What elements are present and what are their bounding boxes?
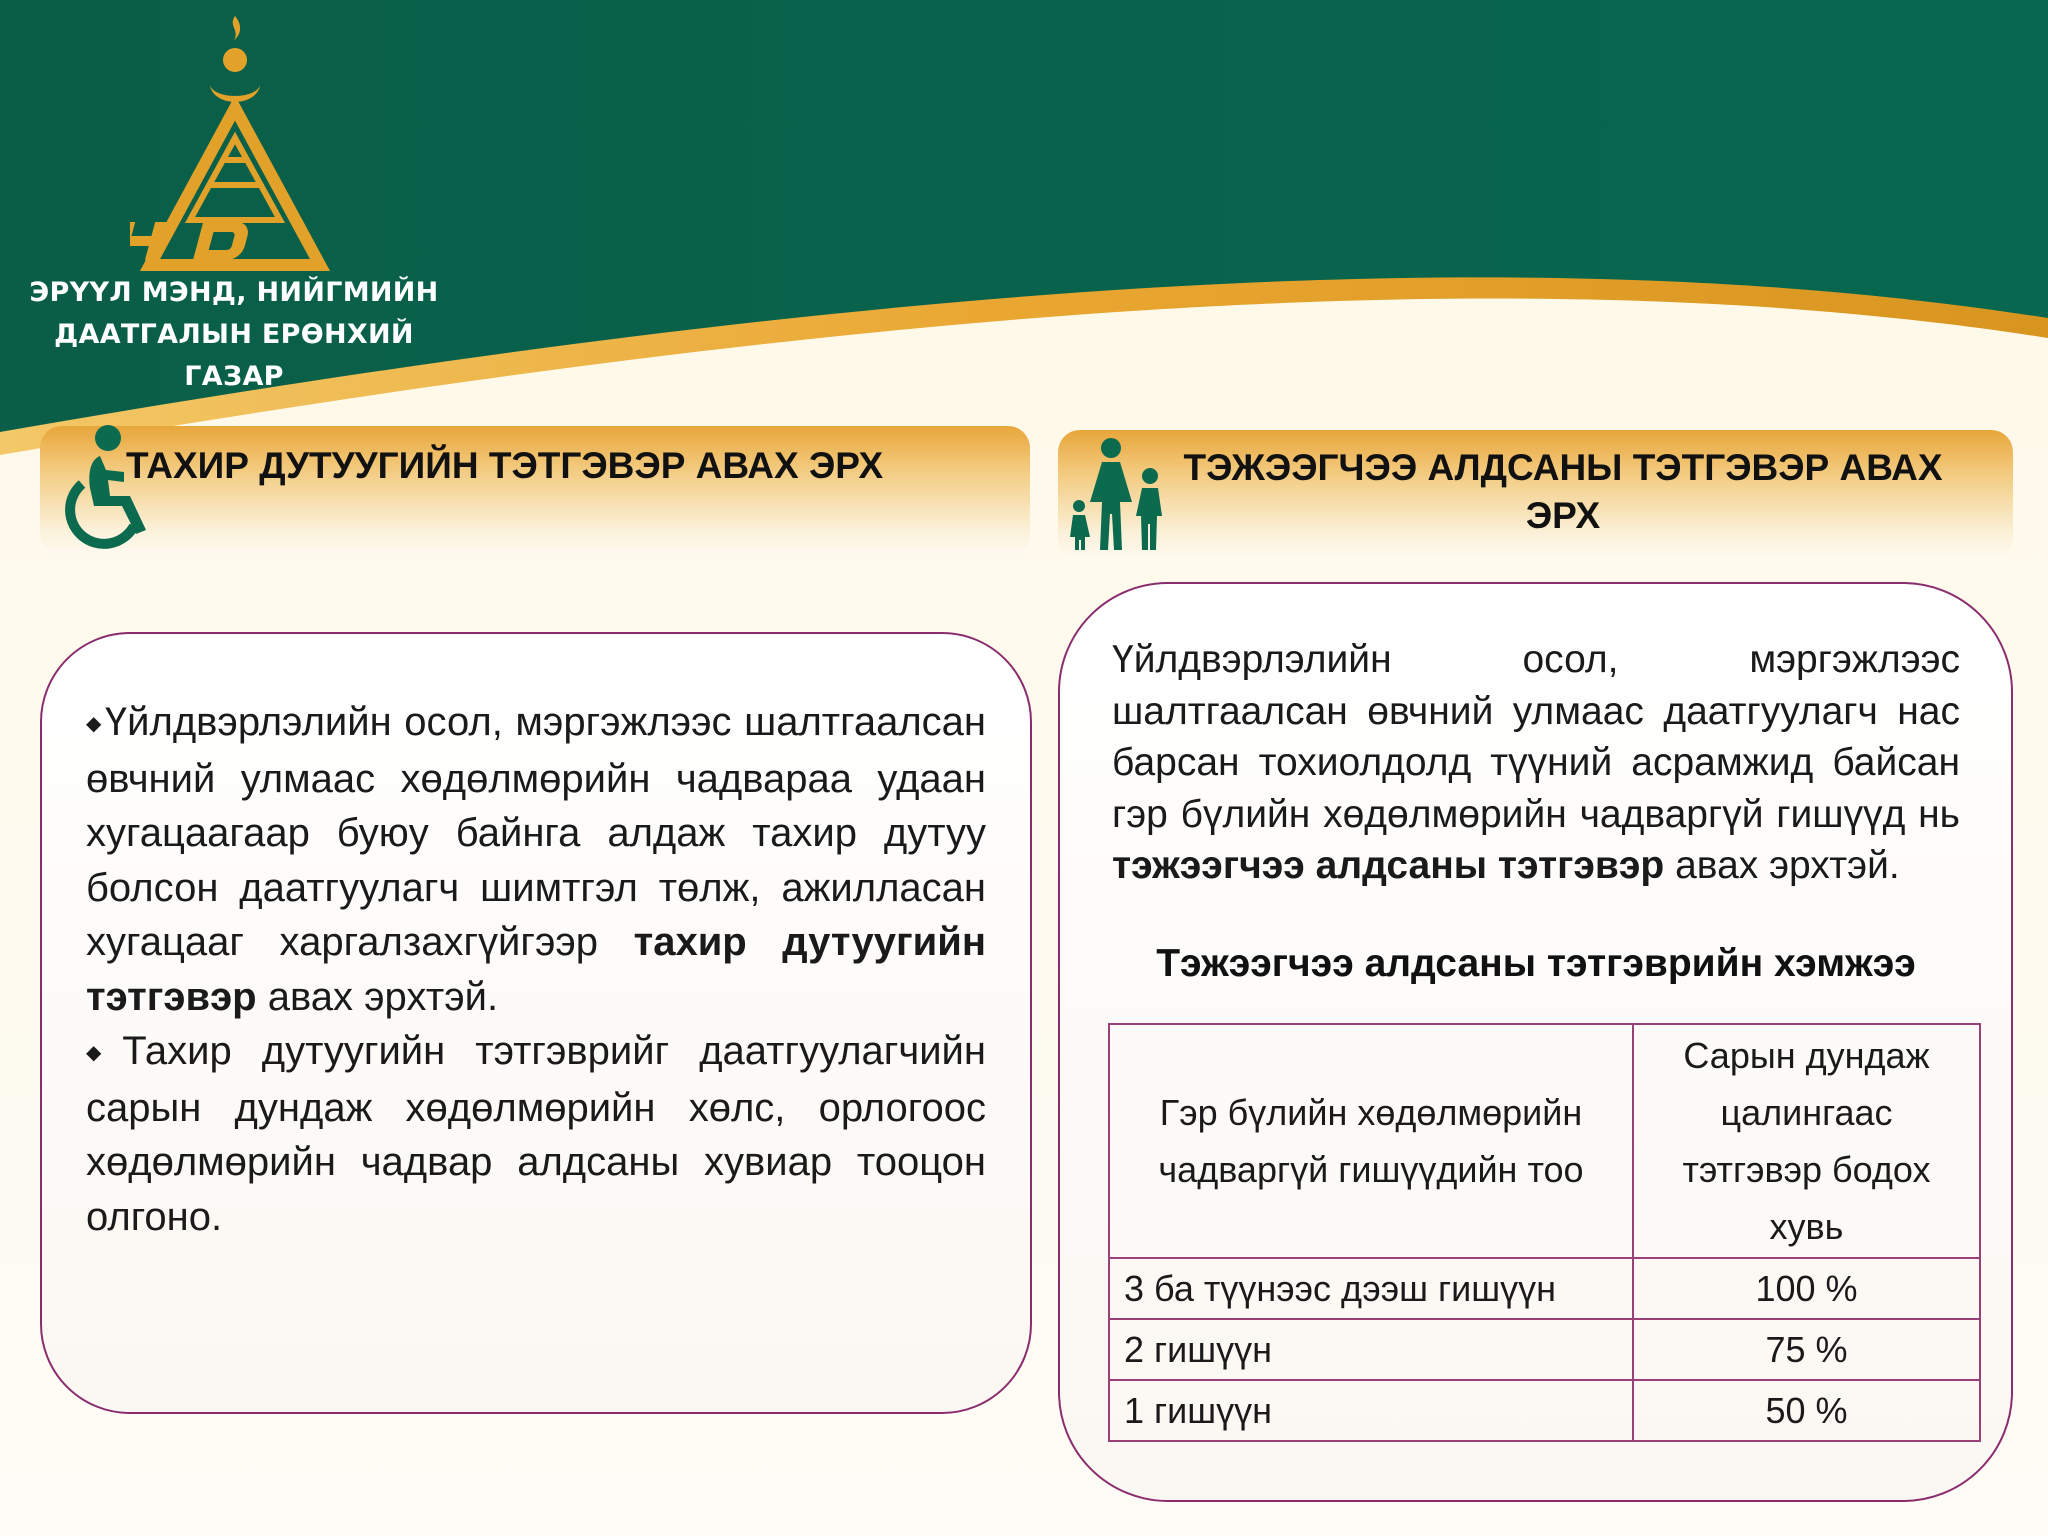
survivor-pension-banner <box>1058 430 2013 560</box>
survivor-pension-title: ТЭЖЭЭГЧЭЭ АЛДСАНЫ ТЭТГЭВЭР АВАХ ЭРХ <box>1183 447 1943 536</box>
survivor-pension-table-title: Тэжээгчээ алдсаны тэтгэврийн хэмжээ <box>1156 942 1916 985</box>
table-header-row <box>1109 1024 1980 1258</box>
table-row <box>1109 1319 1980 1380</box>
disability-pension-paragraph-1 <box>86 695 986 1024</box>
right-para-end: авах эрхтэй. <box>1675 844 1900 887</box>
survivor-pension-text <box>1112 634 1960 892</box>
para1-text: Үйлдвэрлэлийн осол, мэргэжлээс шалтгаалсан өвчний улмаас хөдөлмөрийн чадвараа удаан хугацаагаар буюу байнга алдаж тахир дутуу болсон даатгуулагч шимтгэл төлж, ажилласан хугацааг харгалзахгүйгээр <box>86 700 986 965</box>
organization-name <box>14 272 454 398</box>
wheelchair-icon <box>40 422 150 552</box>
table-cell-percent: 75 % <box>1633 1319 1980 1380</box>
table-cell-percent: 100 % <box>1633 1258 1980 1319</box>
diamond-bullet-icon: ◆ <box>86 713 103 736</box>
organization-name-line2: ДААТГАЛЫН ЕРӨНХИЙ ГАЗАР <box>54 319 414 392</box>
table-header-percent: Сарын дундаж цалингаас тэтгэвэр бодох хувь <box>1633 1024 1980 1258</box>
para1-end: авах эрхтэй. <box>267 974 499 1019</box>
table-cell-members: 2 гишүүн <box>1109 1319 1633 1380</box>
para1-bold: тахир дутуугийн тэтгэвэр <box>86 920 986 1019</box>
table-cell-percent: 50 % <box>1633 1380 1980 1441</box>
organization-name-line1: ЭРҮҮЛ МЭНД, НИЙГМИЙН <box>29 277 439 308</box>
survivor-pension-rates-table <box>1108 1023 1981 1442</box>
organization-logo <box>130 10 340 280</box>
disability-pension-paragraph-2 <box>86 1024 986 1244</box>
diamond-bullet-icon: ◆ <box>86 1042 121 1065</box>
family-icon <box>1064 436 1176 556</box>
right-para-bold: тэжээгчээ алдсаны тэтгэвэр <box>1112 844 1665 887</box>
table-cell-members: 1 гишүүн <box>1109 1380 1633 1441</box>
table-row <box>1109 1380 1980 1441</box>
disability-pension-banner <box>40 426 1030 556</box>
table-cell-members: 3 ба түүнээс дээш гишүүн <box>1109 1258 1633 1319</box>
para2-text: Тахир дутуугийн тэтгэврийг даатгуулагчийн сарын дундаж хөдөлмөрийн хөлс, орлогоос хөдөлмөрийн чадвар алдсаны хувиар тооцон олгоно. <box>86 1029 986 1239</box>
right-para-text: Үйлдвэрлэлийн осол, мэргэжлээс шалтгаалсан өвчний улмаас даатгуулагч нас барсан тохиолдолд түүний асрамжид байсан гэр бүлийн хөдөлмөрийн чадваргүй гишүүд нь <box>1112 638 1960 836</box>
disability-pension-title: ТАХИР ДУТУУГИЙН ТЭТГЭВЭР АВАХ ЭРХ <box>126 445 884 486</box>
table-row <box>1109 1258 1980 1319</box>
survivor-pension-paragraph <box>1112 634 1960 892</box>
table-header-members: Гэр бүлийн хөдөлмөрийн чадваргүй гишүүдийн тоо <box>1109 1024 1633 1258</box>
disability-pension-text <box>86 695 986 1244</box>
